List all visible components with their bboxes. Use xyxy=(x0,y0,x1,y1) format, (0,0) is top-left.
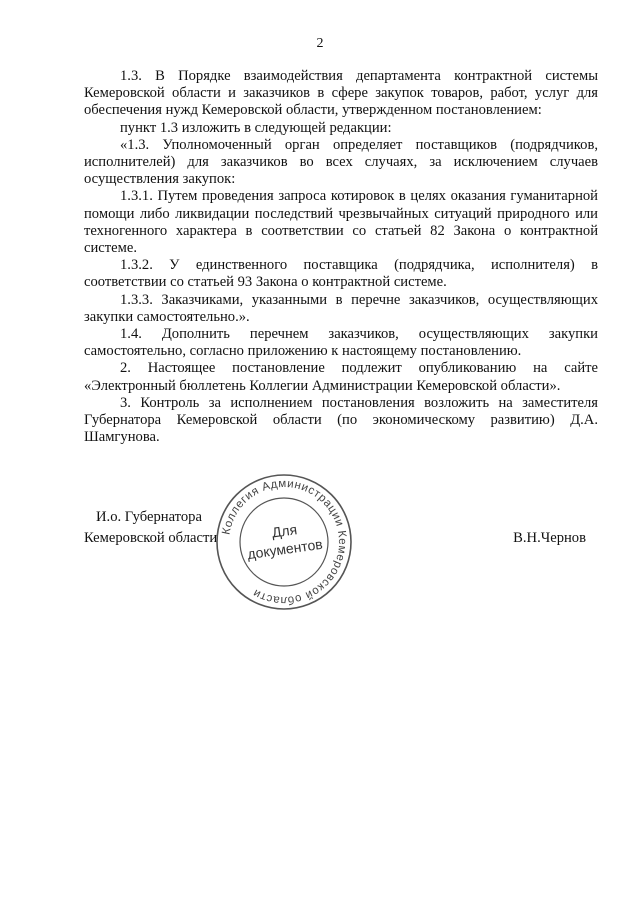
paragraph-1-3-1: 1.3.1. Путем проведения запроса котировок в целях оказания гуманитарной помощи либо ликвидации последствий чрезвычайных ситуаций природного или техногенного характера в соответствии со статьей 82 Закона о контрактной системе. xyxy=(84,188,598,257)
signatory-role-line-2: Кемеровской области xyxy=(84,530,218,546)
signatory-role-line-1: И.о. Губернатора xyxy=(96,509,202,525)
signatory-name: В.Н.Чернов xyxy=(513,530,586,546)
paragraph-2: 2. Настоящее постановление подлежит опубликованию на сайте «Электронный бюллетень Коллегии Администрации Кемеровской области». xyxy=(84,360,598,394)
paragraph-3: 3. Контроль за исполнением постановления возложить на заместителя Губернатора Кемеровской области (по экономическому развитию) Д.А. Шамгунова. xyxy=(84,394,598,446)
paragraph-1-4: 1.4. Дополнить перечнем заказчиков, осуществляющих закупки самостоятельно, согласно приложению к настоящему постановлению. xyxy=(84,326,598,360)
paragraph-item-1-3-edit: пункт 1.3 изложить в следующей редакции: xyxy=(120,119,392,136)
official-seal xyxy=(214,472,354,612)
seal-ring-text: Коллегия Администрации Кемеровской области xyxy=(220,477,349,607)
seal-center-line-2: документов xyxy=(246,535,324,563)
page-number: 2 xyxy=(316,36,324,51)
paragraph-1-3: 1.3. В Порядке взаимодействия департамента контрактной системы Кемеровской области и заказчиков в сфере закупок товаров, работ, услуг для обеспечения нужд Кемеровской области, утвержденном постановлением: xyxy=(84,68,598,119)
document-body xyxy=(84,68,598,446)
seal-center-line-1: Для xyxy=(270,521,299,541)
paragraph-1-3-3: 1.3.3. Заказчиками, указанными в перечне заказчиков, осуществляющих закупки самостоятельно.». xyxy=(84,291,598,325)
paragraph-quote-1-3: «1.3. Уполномоченный орган определяет поставщиков (подрядчиков, исполнителей) для заказчиков во всех случаях, за исключением случаев осуществления закупок: xyxy=(84,136,598,188)
paragraph-1-3-2: 1.3.2. У единственного поставщика (подрядчика, исполнителя) в соответствии со статьей 93 Закона о контрактной системе. xyxy=(84,257,598,291)
